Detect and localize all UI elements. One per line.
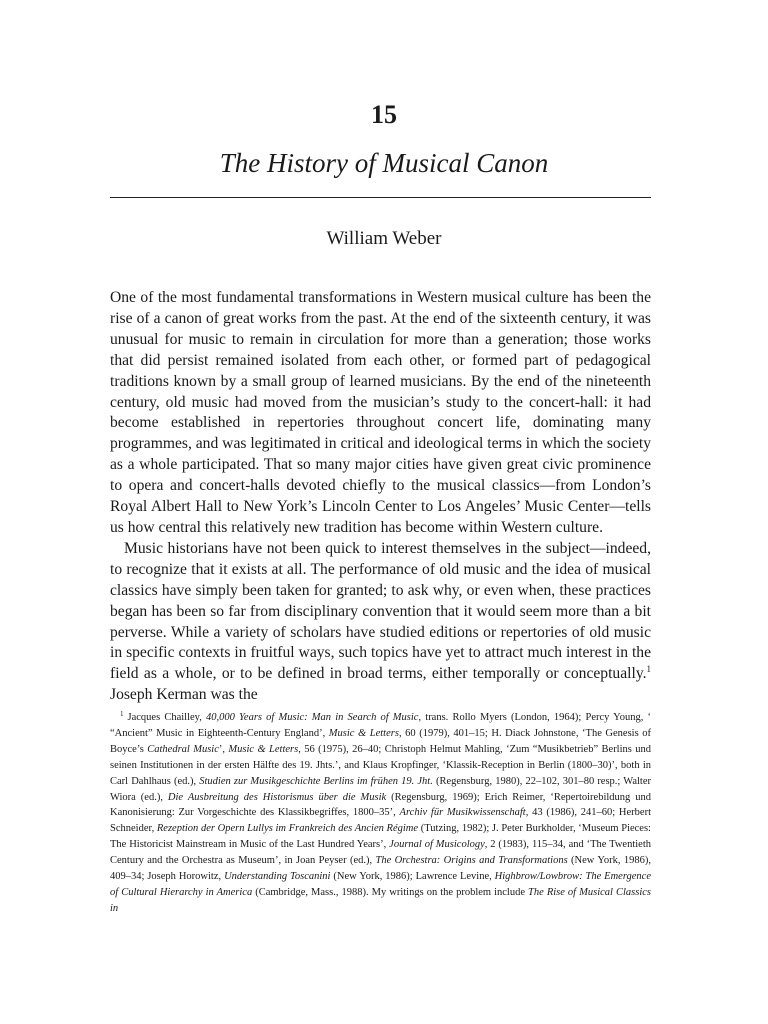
footnote-marker: 1 bbox=[120, 710, 124, 718]
footnote-1 bbox=[110, 710, 651, 917]
footnote-text: , 43 (1986), 241–60; Herbert Schneider, bbox=[110, 807, 651, 835]
footnote-text: (New York, 1986); Lawrence Levine, bbox=[330, 871, 495, 883]
paragraph-1: One of the most fundamental transformations in Western musical culture has been the rise of a canon of great works from the past. At the end of the sixteenth century, it was unusual for music to remain in circulation for more than a generation; those works that did persist remained isolated from each other, or formed part of pedagogical traditions known by a small group of learned musicians. By the end of the nineteenth century, old music had moved from the musician’s study to the concert-hall: it had become established in repertories throughout concert life, dominating many programmes, and was legitimated in critical and ideological terms in which the society as a whole participated. That so many major cities have given great civic prominence to opera and concert-halls devoted chiefly to the musical classics—from London’s Royal Albert Hall to New York’s Lincoln Center to Los Angeles’ Music Center—tells us how central this relatively new tradition has become within Western culture. bbox=[110, 289, 651, 536]
footnote-title: Understanding Toscanini bbox=[224, 871, 331, 883]
footnote-text: ’, bbox=[218, 743, 229, 755]
chapter-title: The History of Musical Canon bbox=[219, 148, 549, 178]
chapter-author: William Weber bbox=[326, 228, 442, 249]
footnote-title: Highbrow/Lowbrow: The Emergence of Cultural Hierarchy in America bbox=[110, 871, 651, 898]
footnote-title: 40,000 Years of Music: Man in Search of Music bbox=[206, 712, 419, 723]
footnote-text: , trans. Rollo Myers (London, 1964); Percy Young, ‘ “Ancient” Music in Eighteenth-Century England’, bbox=[110, 712, 651, 739]
footnote-text: (Tutzing, 1982); J. Peter Burkholder, ‘Museum Pieces: The Historicist Mainstream in Music of the Last Hundred Years’, bbox=[110, 823, 651, 851]
paragraph-2 bbox=[110, 539, 651, 706]
footnote-title: Journal of Musicology bbox=[389, 839, 485, 851]
footnote-title: Die Ausbreitung des Historismus über die Musik bbox=[167, 791, 387, 803]
footnote-text: , 2 (1983), 115–34, and ‘The Twentieth Century and the Orchestra as Museum’, in Joan Peyser (ed.), bbox=[110, 839, 651, 867]
footnote-text: (Cambridge, Mass., 1988). My writings on the problem include bbox=[252, 886, 529, 898]
paragraph-2-continuation: Joseph Kerman was the bbox=[110, 686, 258, 704]
chapter-number: 15 bbox=[371, 100, 397, 129]
footnote-reference[interactable]: 1 bbox=[646, 664, 651, 675]
footnote-title: Music & Letters bbox=[328, 727, 399, 739]
chapter-body bbox=[110, 288, 651, 706]
footnote-text: (Regensburg, 1969); Erich Reimer, ‘Repertoirebildung und Kanonisierung: Zur Vorgeschichte des Klassikbegriffes, 1800–35’, bbox=[110, 791, 652, 819]
title-divider bbox=[110, 197, 651, 198]
footnote-title: The Orchestra: Origins and Transformations bbox=[375, 855, 568, 867]
footnote-text: , 56 (1975), 26–40; Christoph Helmut Mahling, ‘Zum “Musikbetrieb” Berlins und seinen Institutionen in der ersten Hälfte des 19. Jhts.’, and Klaus Kropfinger, ‘Klassik-Reception in Berlin (1800–30)’, both in Carl Dahlhaus (ed.), bbox=[110, 743, 652, 787]
footnote-title: Music & Letters bbox=[228, 743, 299, 755]
footnote-text: , 60 (1979), 401–15; H. Diack Johnstone, ‘The Genesis of Boyce’s bbox=[110, 727, 651, 755]
footnote-text: (Regensburg, 1980), 22–102, 301–80 resp.; Walter Wiora (ed.), bbox=[110, 775, 652, 803]
footnote-title: The Rise of Musical Classics in bbox=[110, 886, 651, 914]
footnote-title: Cathedral Music bbox=[147, 743, 219, 755]
footnote-text: Jacques Chailley, bbox=[127, 712, 206, 723]
footnote-title: Studien zur Musikgeschichte Berlins im frühen 19. Jht. bbox=[199, 775, 433, 787]
footnote-title: Rezeption der Opern Lullys im Frankreich des Ancien Régime bbox=[156, 823, 419, 835]
paragraph-2-text: Music historians have not been quick to interest themselves in the subject—indeed, to recognize that it exists at all. The performance of old music and the idea of musical classics have simply been taken for granted; to ask why, or even when, these practices began has been so far from disciplinary convention that it would seem more than a bit perverse. While a variety of scholars have studied editions or repertories of old music in specific contexts in fruitful ways, such topics have yet to attract much interest in the field as a whole, or to be defined in broad terms, either temporally or conceptually. bbox=[110, 539, 651, 683]
footnote-text: (New York, 1986), 409–34; Joseph Horowitz, bbox=[110, 855, 651, 883]
footnotes bbox=[110, 710, 651, 917]
footnote-title: Archiv für Musikwissenschaft bbox=[399, 807, 526, 819]
